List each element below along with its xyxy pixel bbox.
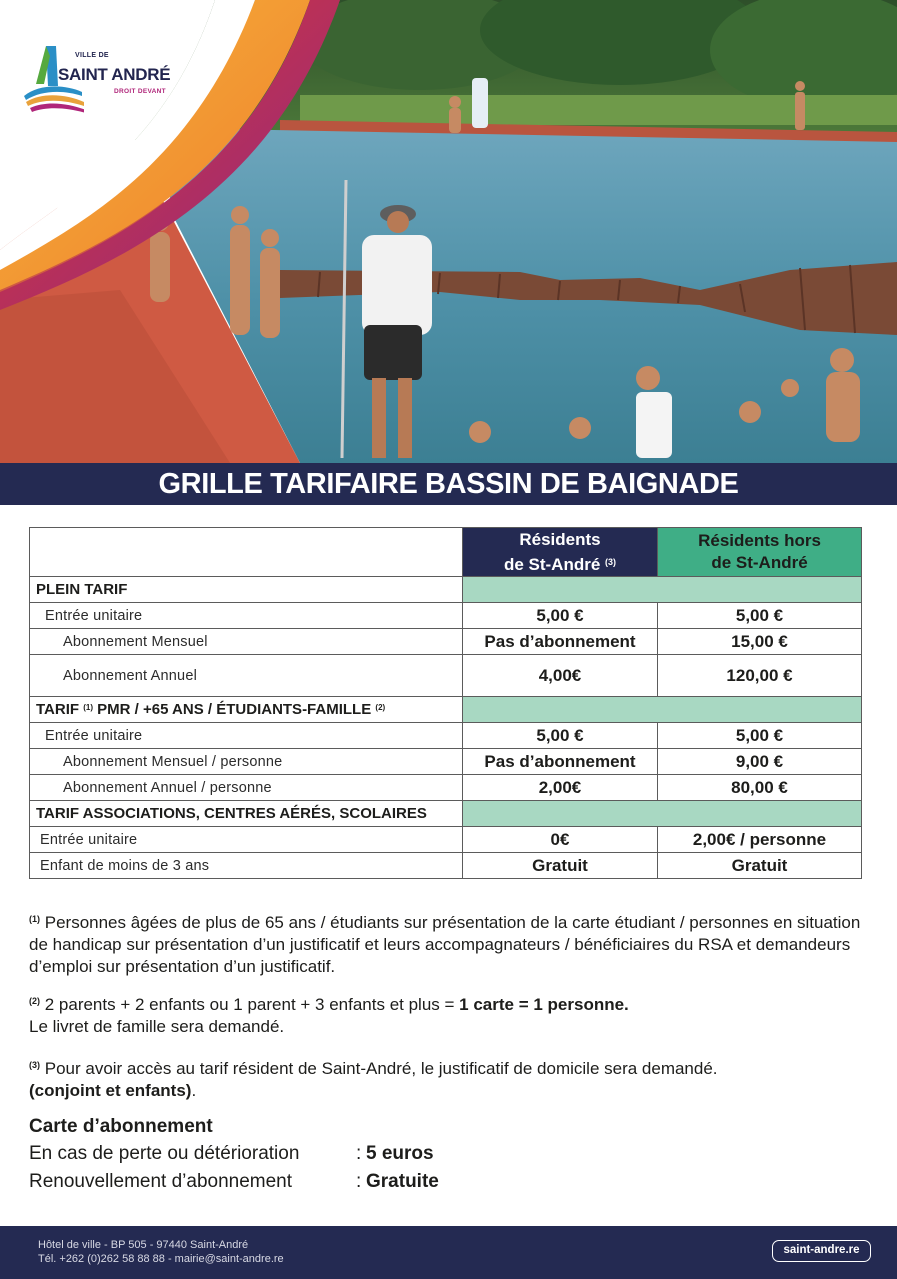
row-label: Abonnement Mensuel / personne bbox=[30, 749, 463, 775]
table-row bbox=[30, 749, 862, 775]
title-band bbox=[0, 463, 897, 505]
table-row bbox=[30, 853, 862, 879]
row-label: Entrée unitaire bbox=[30, 723, 463, 749]
card-separator: : bbox=[356, 1171, 362, 1192]
website-link[interactable]: saint-andre.re bbox=[772, 1240, 871, 1262]
row-hors-price: 5,00 € bbox=[658, 723, 862, 749]
table-row bbox=[30, 775, 862, 801]
card-separator: : bbox=[356, 1143, 362, 1164]
table-row bbox=[30, 723, 862, 749]
footnote-2 bbox=[29, 990, 869, 1038]
logo-ville-de: VILLE DE bbox=[75, 52, 109, 59]
table-row bbox=[30, 827, 862, 853]
footnote-1 bbox=[29, 908, 869, 978]
header-hors-line2: de St-André bbox=[711, 553, 808, 572]
row-residents-price: 5,00 € bbox=[463, 603, 658, 629]
footer-address: Hôtel de ville - BP 505 - 97440 Saint-André bbox=[38, 1239, 249, 1251]
logo-slogan: DROIT DEVANT bbox=[114, 88, 166, 95]
footnote-3-bold: (conjoint et enfants) bbox=[29, 1081, 192, 1100]
footnote-3-ref: (3) bbox=[29, 1060, 40, 1070]
footnote-3-text: Pour avoir accès au tarif résident de Saint-André, le justificatif de domicile sera demandé. bbox=[44, 1059, 718, 1078]
header-residents-ref: (3) bbox=[605, 556, 617, 567]
row-hors-price: 9,00 € bbox=[658, 749, 862, 775]
footer bbox=[0, 1226, 897, 1279]
row-label: Abonnement Annuel / personne bbox=[30, 775, 463, 801]
card-renew-value: Gratuite bbox=[366, 1171, 439, 1192]
footnote-2-line2: Le livret de famille sera demandé. bbox=[29, 1017, 285, 1036]
saint-andre-logo bbox=[24, 44, 184, 114]
row-label: Abonnement Annuel bbox=[30, 655, 463, 697]
hero-photo bbox=[0, 0, 897, 463]
section-label: PLEIN TARIF bbox=[30, 577, 463, 603]
section-fill bbox=[463, 697, 862, 723]
section-fill bbox=[463, 577, 862, 603]
table-row bbox=[30, 603, 862, 629]
logo-name: SAINT ANDRÉ bbox=[58, 65, 171, 84]
card-renew-label: Renouvellement d’abonnement bbox=[29, 1171, 293, 1192]
card-loss-value: 5 euros bbox=[366, 1143, 434, 1164]
footnote-3-end: . bbox=[191, 1081, 197, 1100]
footer-address-block bbox=[38, 1238, 284, 1266]
card-renew-row bbox=[29, 1171, 529, 1195]
footnote-2-text: 2 parents + 2 enfants ou 1 parent + 3 enfants et plus = bbox=[44, 995, 460, 1014]
table-row bbox=[30, 655, 862, 697]
header-empty-cell bbox=[30, 528, 463, 577]
card-loss-label: En cas de perte ou détérioration bbox=[29, 1143, 300, 1164]
footer-contact: Tél. +262 (0)262 58 88 88 - mairie@saint-andre.re bbox=[38, 1253, 284, 1265]
row-hors-price: 120,00 € bbox=[658, 655, 862, 697]
row-residents-price: Pas d’abonnement bbox=[463, 629, 658, 655]
section-label: TARIF ASSOCIATIONS, CENTRES AÉRÉS, SCOLAIRES bbox=[30, 801, 463, 827]
row-hors-price: 2,00€ / personne bbox=[658, 827, 862, 853]
section-fill bbox=[463, 801, 862, 827]
row-hors-price: 15,00 € bbox=[658, 629, 862, 655]
section-tarif-pmr bbox=[30, 697, 862, 723]
page-title: GRILLE TARIFAIRE BASSIN DE BAIGNADE bbox=[158, 467, 739, 500]
row-label: Entrée unitaire bbox=[30, 827, 463, 853]
header-residents bbox=[463, 528, 658, 577]
row-label: Enfant de moins de 3 ans bbox=[30, 853, 463, 879]
row-hors-price: 5,00 € bbox=[658, 603, 862, 629]
footnote-3 bbox=[29, 1054, 869, 1102]
row-residents-price: 2,00€ bbox=[463, 775, 658, 801]
card-loss-row bbox=[29, 1143, 529, 1167]
price-table bbox=[29, 527, 862, 879]
section-tarif-associations bbox=[30, 801, 862, 827]
row-residents-price: Pas d’abonnement bbox=[463, 749, 658, 775]
footnote-2-bold: 1 carte = 1 personne. bbox=[459, 995, 629, 1014]
footnote-2-ref: (2) bbox=[29, 996, 40, 1006]
row-residents-price: 4,00€ bbox=[463, 655, 658, 697]
footnote-1-ref: (1) bbox=[29, 914, 40, 924]
row-hors-price: Gratuit bbox=[658, 853, 862, 879]
section-pmr-b: PMR / +65 ANS / ÉTUDIANTS-FAMILLE bbox=[97, 701, 372, 718]
table-row bbox=[30, 629, 862, 655]
row-hors-price: 80,00 € bbox=[658, 775, 862, 801]
section-pmr-a: TARIF bbox=[36, 701, 80, 718]
section-plein-tarif bbox=[30, 577, 862, 603]
header-residents-line1: Résidents bbox=[519, 529, 601, 549]
footnote-1-text: Personnes âgées de plus de 65 ans / étudiants sur présentation de la carte étudiant / personnes en situation de handicap sur présentation d’un justificatif et leurs accompagnateurs / bénéficiaires du RSA et demandeurs d’emploi sur présentation d’un justificatif. bbox=[29, 913, 861, 976]
header-hors-line1: Résidents hors bbox=[698, 531, 821, 550]
row-residents-price: 5,00 € bbox=[463, 723, 658, 749]
row-residents-price: Gratuit bbox=[463, 853, 658, 879]
section-pmr-ref2: (2) bbox=[375, 703, 386, 712]
row-label: Abonnement Mensuel bbox=[30, 629, 463, 655]
header-hors-residents bbox=[658, 528, 862, 577]
section-label bbox=[30, 697, 463, 723]
section-pmr-ref1: (1) bbox=[83, 703, 93, 712]
row-residents-price: 0€ bbox=[463, 827, 658, 853]
header-residents-line2: de St-André bbox=[503, 554, 601, 574]
table-header-row bbox=[30, 528, 862, 577]
row-label: Entrée unitaire bbox=[30, 603, 463, 629]
card-title: Carte d’abonnement bbox=[29, 1116, 213, 1137]
